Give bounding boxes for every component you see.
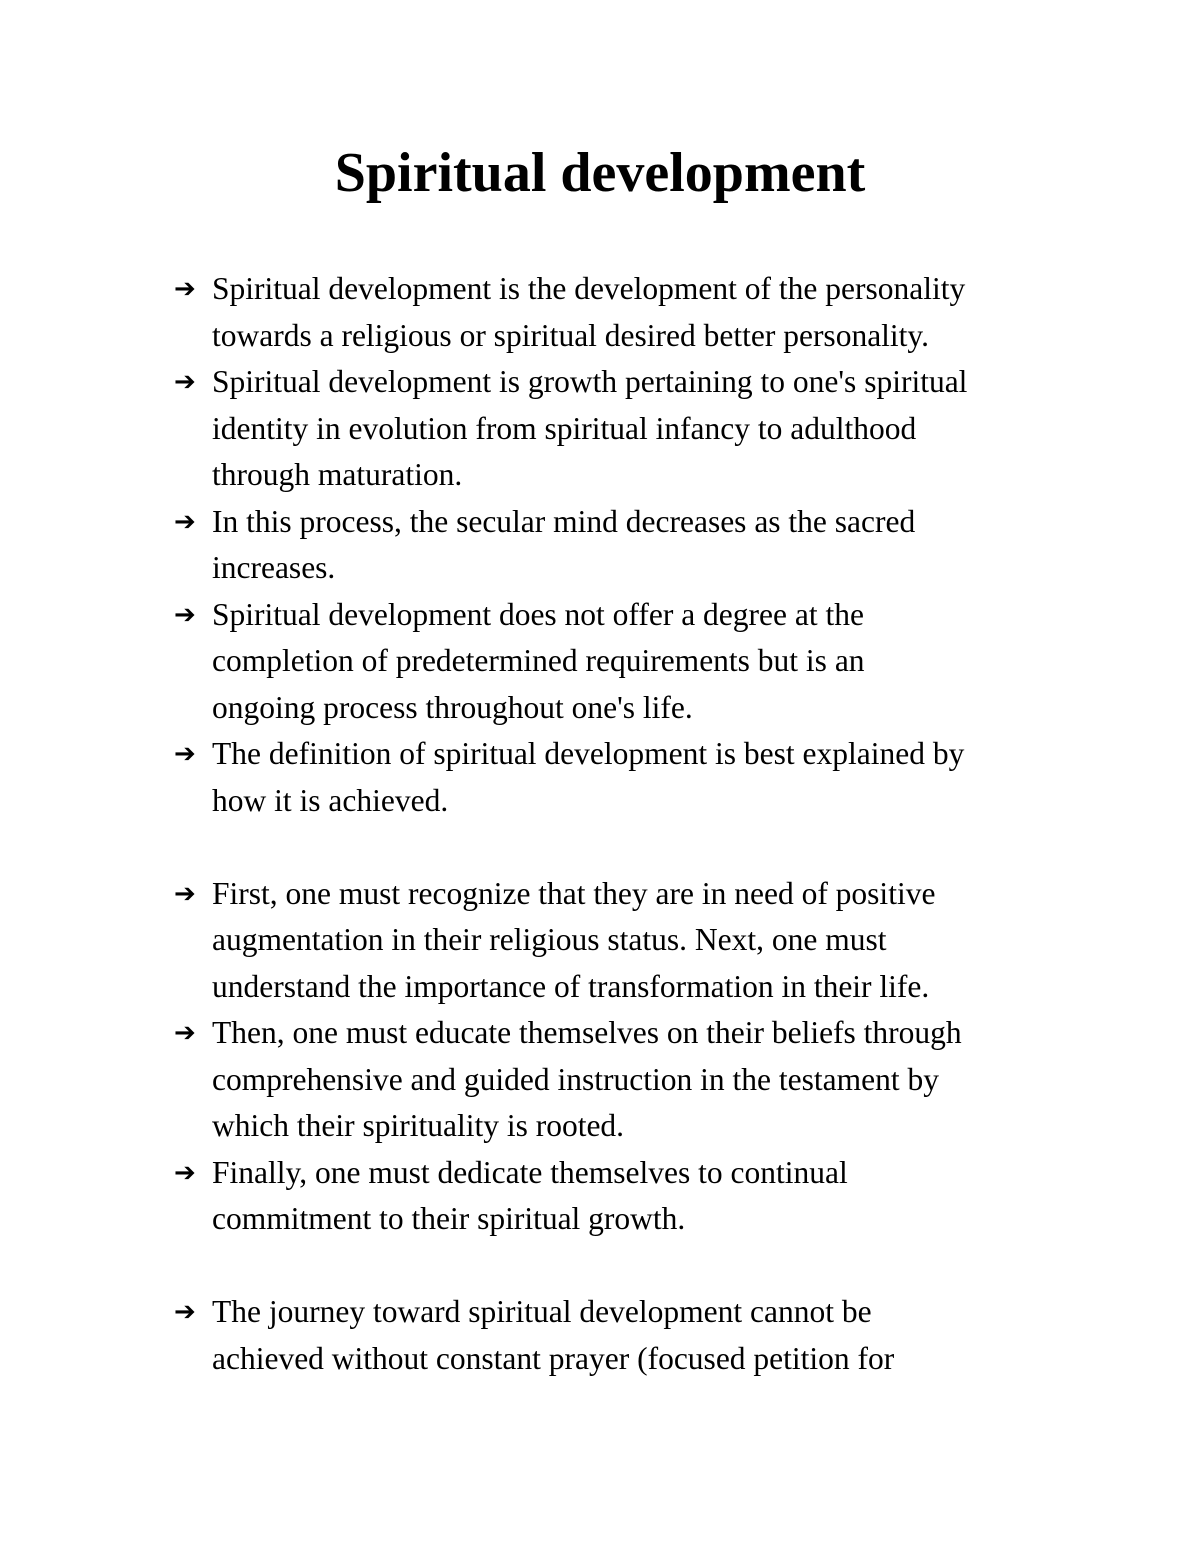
- list-item: [174, 1150, 1074, 1243]
- list-item: [174, 359, 1074, 499]
- text-line: The definition of spiritual development is best explained by: [212, 736, 965, 771]
- list-item: [174, 871, 1074, 1011]
- arrow-bullet-icon: ➔: [174, 1157, 196, 1188]
- arrow-bullet-icon: ➔: [174, 1297, 196, 1327]
- list-item: [174, 1010, 1074, 1150]
- text-line: understand the importance of transformation in their life.: [212, 968, 930, 1004]
- text-line: which their spirituality is rooted.: [212, 1108, 625, 1143]
- list-item-text: [212, 1150, 1074, 1243]
- arrow-bullet-icon: ➔: [174, 599, 196, 630]
- text-line: commitment to their spiritual growth.: [212, 1201, 686, 1236]
- text-line: comprehensive and guided instruction in the testament by: [212, 1061, 939, 1097]
- text-line: Spiritual development does not offer a degree at the: [212, 596, 864, 632]
- text-line: achieved without constant prayer (focused petition for: [212, 1340, 895, 1376]
- list-item-text: [212, 499, 1074, 592]
- list-item: [174, 1289, 1074, 1382]
- list-item: [174, 266, 1074, 359]
- text-line: increases.: [212, 550, 336, 585]
- text-line: augmentation in their religious status. Next, one must: [212, 922, 887, 957]
- arrow-bullet-icon: ➔: [174, 367, 196, 397]
- arrow-bullet-icon: ➔: [174, 274, 196, 304]
- list-item-text: [212, 359, 1074, 499]
- list-item-text: [212, 1289, 1074, 1382]
- list-item-text: [212, 871, 1074, 1011]
- list-item: [174, 592, 1074, 732]
- list-item-text: [212, 592, 1074, 732]
- bullet-list: [174, 266, 1074, 1382]
- text-line: Finally, one must dedicate themselves to continual: [212, 1154, 848, 1190]
- list-item-text: [212, 731, 1074, 824]
- text-line: The journey toward spiritual development cannot be: [212, 1294, 872, 1329]
- arrow-bullet-icon: ➔: [174, 739, 196, 769]
- text-line: completion of predetermined requirements but is an: [212, 643, 865, 678]
- text-line: how it is achieved.: [212, 782, 449, 818]
- list-item: [174, 731, 1074, 824]
- text-line: In this process, the secular mind decreases as the sacred: [212, 503, 916, 539]
- list-item: [174, 499, 1074, 592]
- arrow-bullet-icon: ➔: [174, 506, 196, 537]
- text-line: through maturation.: [212, 457, 463, 492]
- text-line: Then, one must educate themselves on their beliefs through: [212, 1015, 962, 1050]
- page-title: Spiritual development: [334, 142, 866, 204]
- text-line: towards a religious or spiritual desired better personality.: [212, 317, 930, 353]
- list-item-text: [212, 1010, 1074, 1150]
- arrow-bullet-icon: ➔: [174, 878, 196, 909]
- text-line: Spiritual development is the development of the personality: [212, 271, 966, 306]
- list-item-text: [212, 266, 1074, 359]
- text-line: Spiritual development is growth pertaining to one's spiritual: [212, 364, 968, 399]
- text-line: identity in evolution from spiritual infancy to adulthood: [212, 410, 917, 446]
- arrow-bullet-icon: ➔: [174, 1018, 196, 1048]
- text-line: First, one must recognize that they are in need of positive: [212, 875, 936, 911]
- text-line: ongoing process throughout one's life.: [212, 689, 693, 725]
